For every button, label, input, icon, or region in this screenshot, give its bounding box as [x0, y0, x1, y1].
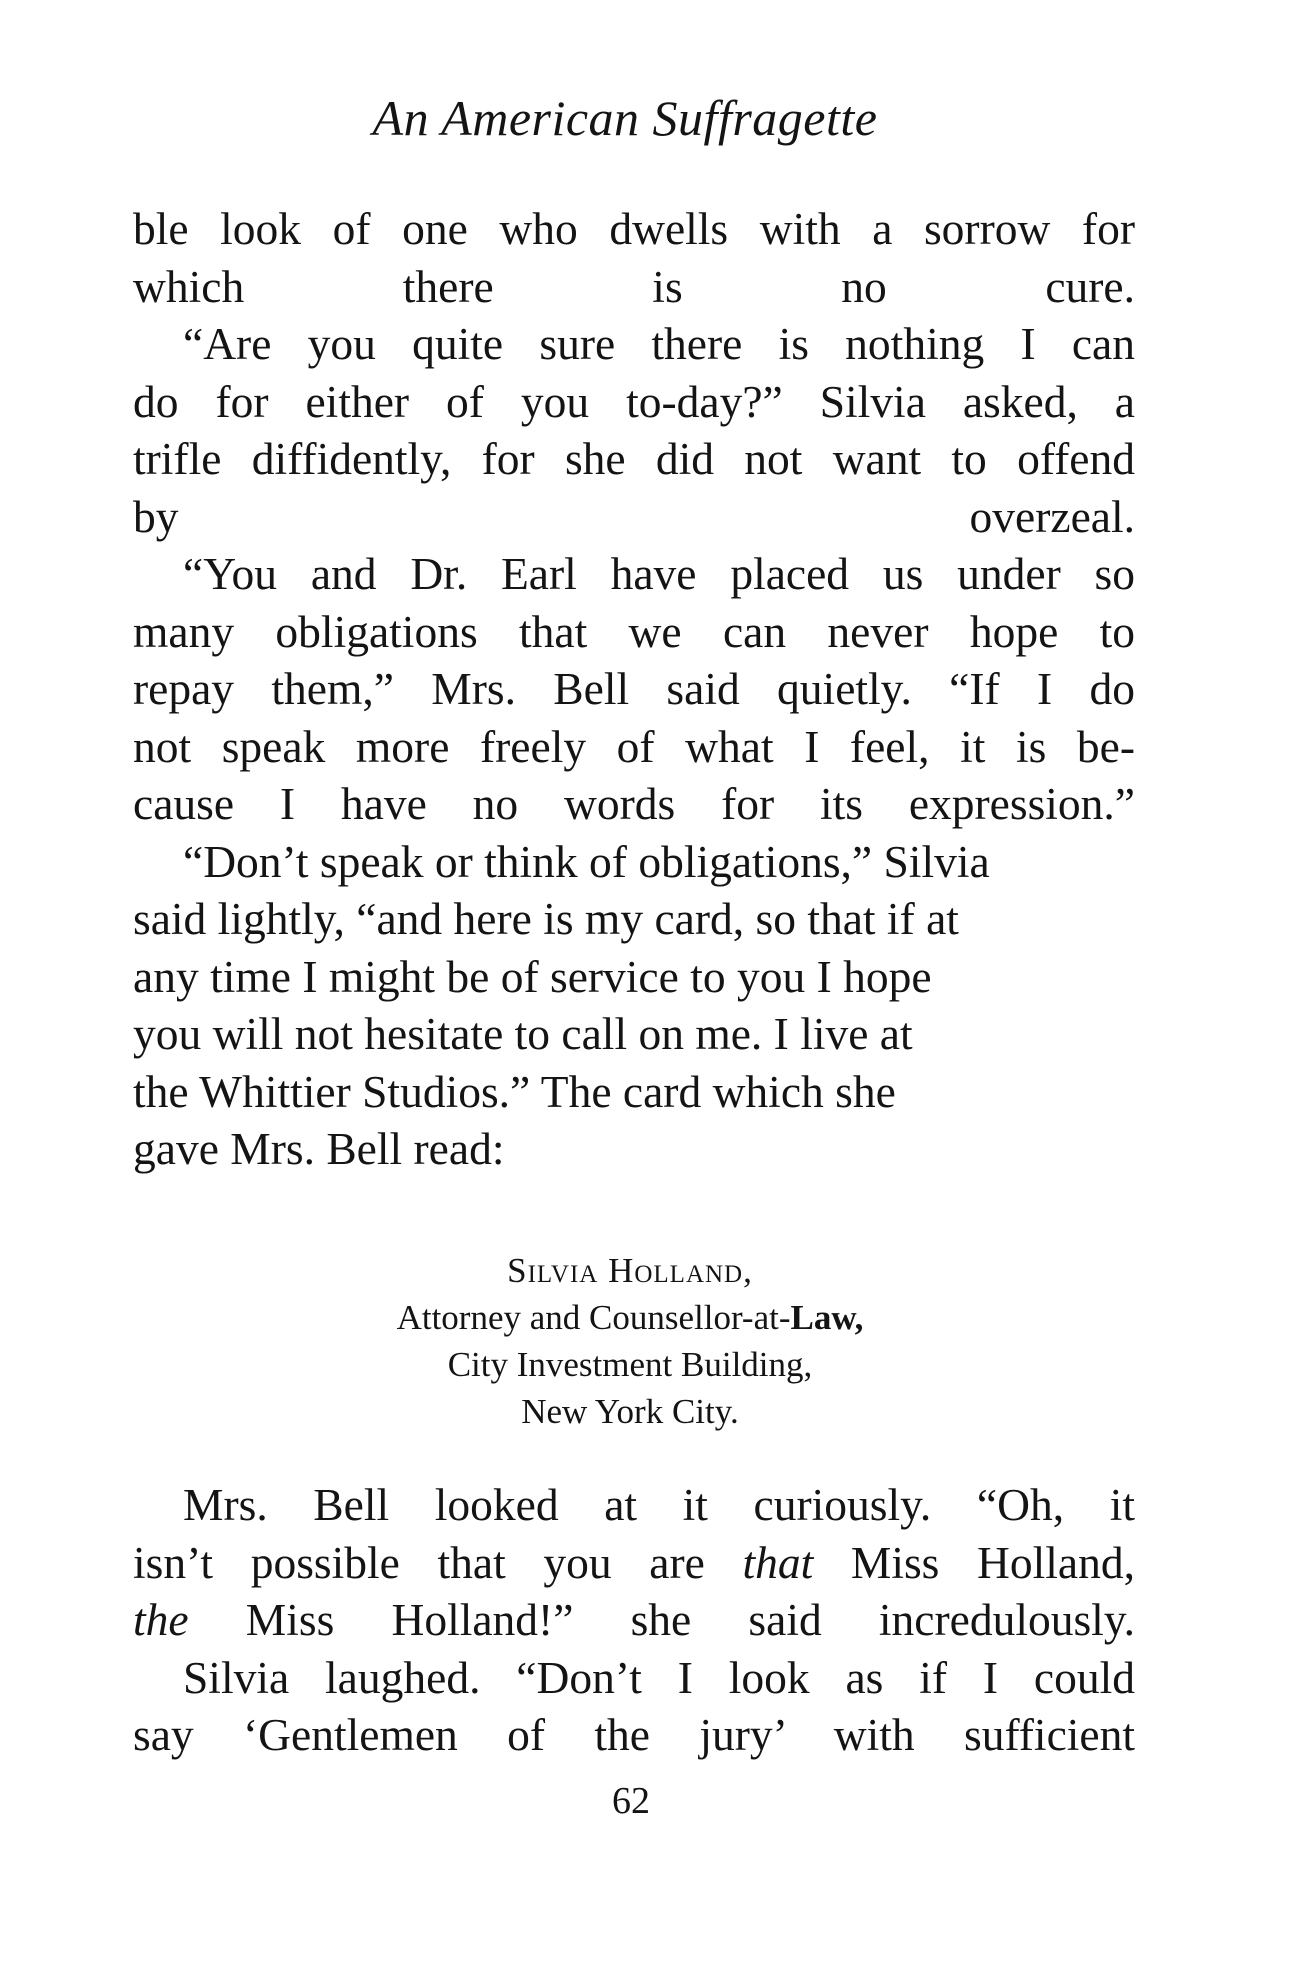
text-span: Miss Holland!” she said incredulously. — [188, 1594, 1135, 1645]
text-line: the Whittier Studios.” The card which she — [133, 1065, 896, 1117]
text-line: you will not hesitate to call on me. I live at — [133, 1008, 913, 1059]
body-text-upper — [133, 200, 1135, 1178]
paragraph — [133, 545, 1135, 833]
text-line: repay them,” Mrs. Bell said quietly. “If I do — [133, 663, 1135, 714]
text-span: isn’t possible that you are — [133, 1536, 743, 1588]
text-line: by overzeal. — [133, 490, 1135, 542]
body-text-lower — [133, 1476, 1135, 1764]
text-line: many obligations that we can never hope to — [133, 605, 1135, 657]
text-line: which there is no cure. — [133, 260, 1135, 312]
card-city: New York City. — [521, 1392, 739, 1431]
paragraph — [133, 315, 1135, 545]
italic-word: that — [742, 1536, 814, 1588]
paragraph — [133, 833, 1135, 1178]
paragraph — [133, 200, 1135, 315]
text-line: trifle diffidently, for she did not want to offend — [133, 433, 1135, 484]
text-line: “Don’t speak or think of obligations,” Silvia — [183, 835, 990, 887]
text-line: say ‘Gentlemen of the jury’ with sufficient — [133, 1709, 1135, 1760]
text-line: Mrs. Bell looked at it curiously. “Oh, it — [183, 1479, 1135, 1530]
text-line: gave Mrs. Bell read: — [133, 1123, 505, 1174]
text-span: Miss Holland, — [813, 1536, 1135, 1588]
text-line: “You and Dr. Earl have placed us under so — [183, 548, 1135, 599]
text-line: do for either of you to-day?” Silvia asked, a — [133, 375, 1135, 427]
text-line: any time I might be of service to you I hope — [133, 950, 932, 1002]
text-line: Silvia laughed. “Don’t I look as if I could — [183, 1651, 1135, 1703]
text-line: “Are you quite sure there is nothing I can — [183, 318, 1135, 369]
card-title-bold: Law, — [790, 1298, 864, 1337]
text-line: cause I have no words for its expression.” — [133, 778, 1135, 829]
running-head: An American Suffragette — [372, 90, 878, 146]
page-number: 62 — [612, 1780, 650, 1822]
card-title — [0, 1294, 1260, 1341]
card-building: City Investment Building, — [447, 1345, 813, 1384]
card-title-text: Attorney and Counsellor-at- — [396, 1298, 791, 1337]
text-line: ble look of one who dwells with a sorrow for — [133, 203, 1135, 254]
text-line: not speak more freely of what I feel, it is be- — [133, 720, 1135, 772]
italic-word: the — [133, 1594, 189, 1645]
card-name: Silvia Holland, — [507, 1251, 753, 1290]
text-line: said lightly, “and here is my card, so that if at — [133, 893, 959, 944]
paragraph — [133, 1476, 1135, 1649]
paragraph — [133, 1649, 1135, 1764]
business-card — [0, 1247, 1260, 1435]
